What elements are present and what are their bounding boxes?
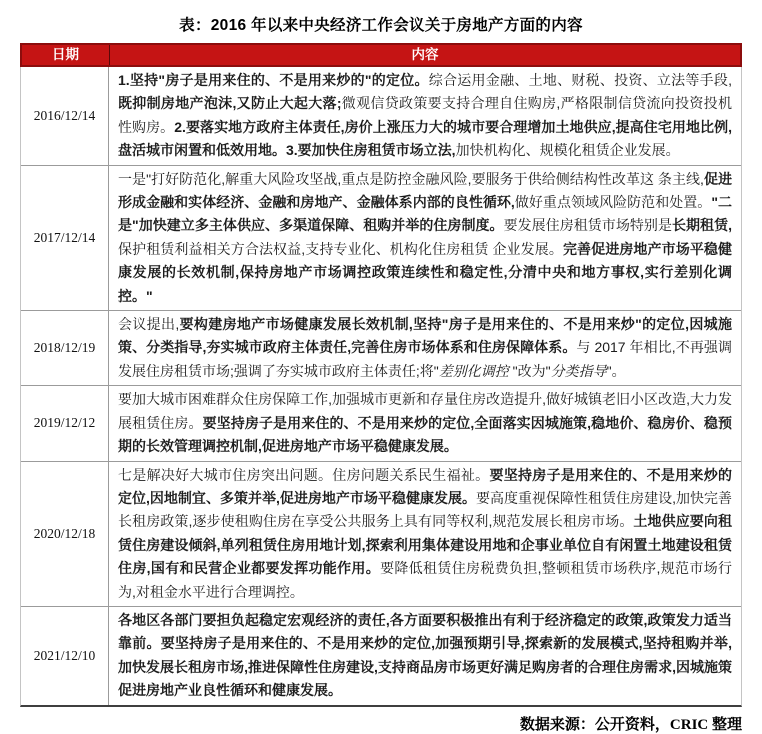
date-cell: 2021/12/10: [21, 607, 109, 705]
content-segment: 会议提出,: [118, 316, 180, 333]
date-cell: 2018/12/19: [21, 311, 109, 385]
content-segment: 差别化调控: [438, 362, 513, 379]
content-segment: "。: [606, 362, 626, 379]
content-segment: 分类指导: [550, 362, 607, 379]
header-cell-date: 日期: [22, 45, 110, 65]
table-title: 表：2016 年以来中央经济工作会议关于房地产方面的内容: [179, 17, 583, 34]
content-segment: 加快机构化、规模化租赁企业发展。: [455, 142, 680, 159]
content-segment: 要发展住房租赁市场特别是: [503, 217, 672, 234]
content-segment: 要加大城市困难群众住房保障工作,加强城市更新和存量住房改造提升,做好城镇老旧小区改造,大力发展租赁住房。: [118, 391, 732, 431]
date-cell: 2016/12/14: [21, 67, 109, 165]
table-body: [20, 67, 742, 707]
content-cell: [109, 462, 741, 606]
content-segment: 微观信贷政策要支持合理自住购房,严格限制信贷流向投资投机性购房。: [118, 95, 732, 135]
content-segment: 完善促进房地产市场平稳健康发展的长效机制,保持房地产市场调控政策连续性和稳定性,分清中央和地方事权,实行差别化调控。": [118, 240, 733, 304]
table-row: [21, 606, 741, 705]
content-segment: "二是"加快建立多主体供应、多渠道保障、租购并举的住房制度。: [118, 194, 732, 234]
content-segment: 长期租赁,: [671, 217, 733, 234]
content-segment: 综合运用金融、土地、财税、投资、立法等手段,: [428, 72, 733, 88]
table-row: [21, 67, 741, 165]
table-header-row: [20, 43, 742, 67]
content-segment: 既抑制房地产泡沫,又防止大起大落;: [118, 95, 342, 112]
content-cell: [109, 607, 741, 705]
content-cell: [109, 386, 741, 460]
content-segment: 要构建房地产市场健康发展长效机制,坚持"房子是用来住的、不是用来炒"的定位,因城施策、分类指导,夯实城市政府主体责任,完善住房市场体系和住房保障体系。: [118, 316, 732, 356]
table-row: [21, 461, 741, 606]
content-segment: 要降低租赁住房税费负担,整顿租赁市场秩序,规范市场行为,对租金水平进行合理调控。: [118, 560, 732, 600]
content-segment: 1.坚持"房子是用来住的、不是用来炒的"的定位。: [118, 72, 429, 88]
content-cell: [109, 166, 741, 310]
content-segment: 一是"打好防范化,解重大风险攻坚战,重点是防控金融风险,要服务于供给侧结构性改革这 条主线,: [118, 170, 704, 187]
table-row: [21, 385, 741, 460]
table-row: [21, 165, 741, 310]
content-segment: 要高度重视保障性租赁住房建设,加快完善长租房政策,逐步使租购住房在享受公共服务上具有同等权利,规范发展长租房市场。: [118, 489, 733, 530]
content-segment: 促进形成金融和实体经济、金融和房地产、金融体系内部的良性循环,: [118, 170, 733, 211]
content-segment: "改为": [512, 362, 551, 379]
content-cell: [109, 67, 741, 165]
date-cell: 2019/12/12: [21, 386, 109, 460]
content-segment: 做好重点领域风险防范和处置。: [514, 194, 712, 211]
date-cell: 2017/12/14: [21, 166, 109, 310]
content-segment: 与 2017 年相比,不再强调发展住房租赁市场;强调了夯实城市政府主体责任;将": [118, 339, 732, 379]
data-source-note: 数据来源：公开资料，CRIC 整理: [519, 716, 742, 733]
content-segment: 土地供应要向租赁住房建设倾斜,单列租赁住房用地计划,探索利用集体建设用地和企事业单位自有闲置土地建设租赁住房,国有和民营企业都要发挥功能作用。: [118, 513, 732, 577]
date-cell: 2020/12/18: [21, 462, 109, 606]
policy-table: [20, 43, 742, 707]
header-cell-content: 内容: [411, 47, 439, 62]
content-segment: 各地区各部门要担负起稳定宏观经济的责任,各方面要积极推出有利于经济稳定的政策,政策发力适当靠前。要坚持房子是用来住的、不是用来炒的定位,加强预期引导,探索新的发展模式,坚持租购并举,加快发展长租房市场,推进保障性住房建设,支持商品房市场更好满足购房者的合理住房需求,因城施策促进房地产业良性循环和健康发展。: [118, 611, 732, 699]
content-segment: 保护租赁利益相关方合法权益,支持专业化、机构化住房租赁 企业发展。: [118, 240, 563, 257]
content-segment: 七是解决好大城市住房突出问题。住房问题关系民生福祉。: [118, 466, 490, 483]
content-segment: 要坚持房子是用来住的、不是用来炒的定位,因地制宜、多策并举,促进房地产市场平稳健康发展。: [118, 466, 733, 506]
content-segment: 2.要落实地方政府主体责任,房价上涨压力大的城市要合理增加土地供应,提高住宅用地比例,盘活城市闲置和低效用地。3.要加快住房租赁市场立法,: [118, 118, 733, 159]
content-cell: [109, 311, 741, 385]
content-segment: 要坚持房子是用来住的、不是用来炒的定位,全面落实因城施策,稳地价、稳房价、稳预期的长效管理调控机制,促进房地产市场平稳健康发展。: [118, 414, 732, 455]
table-row: [21, 310, 741, 385]
